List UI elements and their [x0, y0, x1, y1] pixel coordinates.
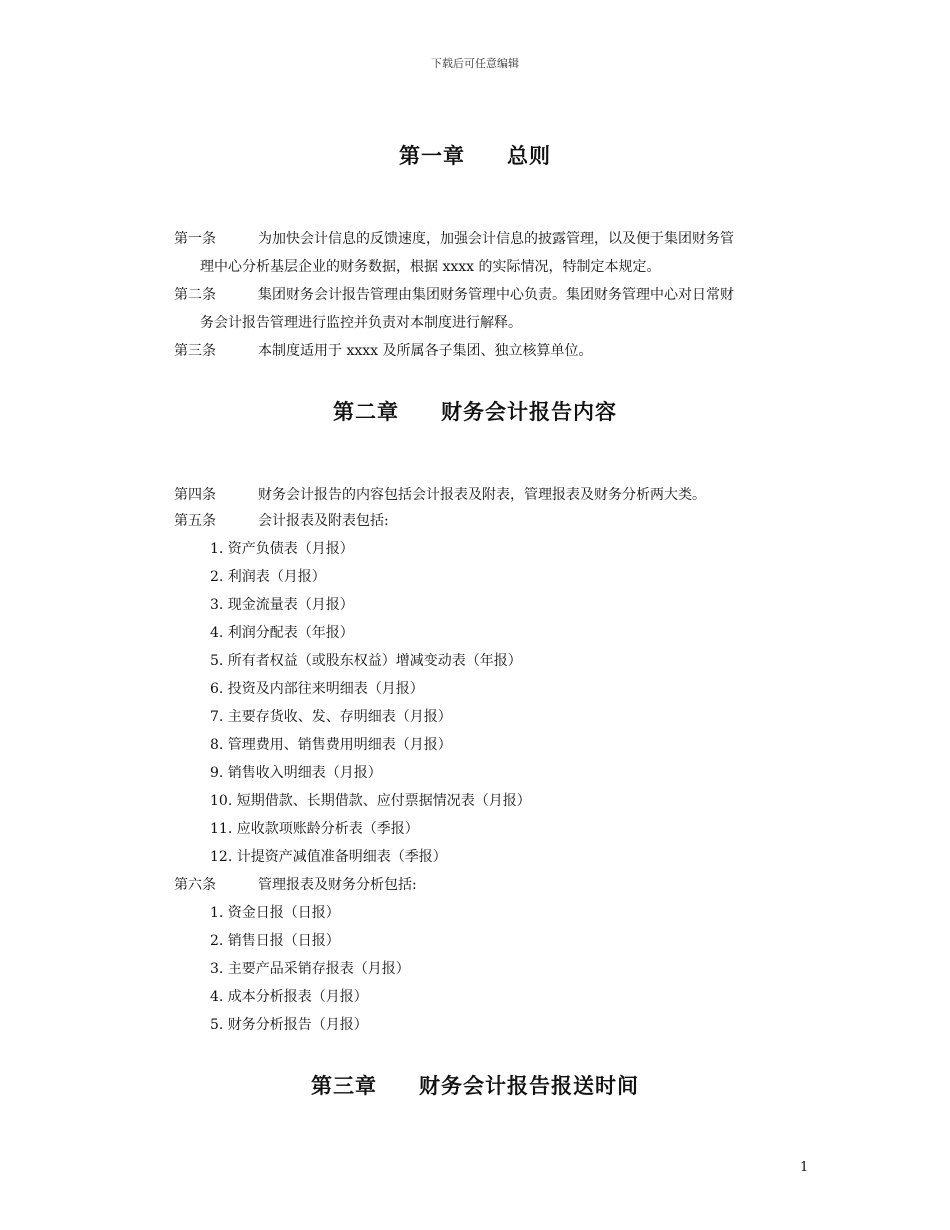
list-item: 5. 所有者权益（或股东权益）增减变动表（年报） [210, 653, 522, 669]
article-4 [174, 481, 814, 509]
list-item: 12. 计提资产减值准备明细表（季报） [210, 849, 447, 865]
chapter-3-heading [0, 1070, 950, 1100]
list-item: 3. 主要产品采销存报表（月报） [210, 961, 410, 977]
list-item: 1. 资产负债表（月报） [210, 541, 354, 557]
article-label: 第四条 [174, 487, 216, 503]
page-number: 1 [800, 1160, 809, 1175]
list-item: 8. 管理费用、销售费用明细表（月报） [210, 737, 452, 753]
chapter-number: 第二章 [333, 399, 399, 424]
article-text: 管理报表及财务分析包括: [258, 877, 417, 893]
article-label: 第五条 [174, 513, 216, 529]
article-label: 第六条 [174, 877, 216, 893]
article-5 [174, 507, 814, 535]
page-header-note: 下载后可任意编辑 [431, 57, 519, 70]
article-3 [174, 337, 814, 365]
article-label: 第一条 [174, 231, 216, 247]
list-item: 6. 投资及内部往来明细表（月报） [210, 681, 424, 697]
chapter-title: 总则 [507, 143, 551, 168]
article-text: 本制度适用于 xxxx 及所属各子集团、独立核算单位。 [258, 343, 593, 359]
article-label: 第三条 [174, 343, 216, 359]
list-item: 4. 成本分析报表（月报） [210, 989, 368, 1005]
chapter-2-heading [0, 396, 950, 426]
list-item: 1. 资金日报（日报） [210, 905, 340, 921]
article-label: 第二条 [174, 287, 216, 303]
list-item: 2. 销售日报（日报） [210, 933, 340, 949]
article-text-continued: 理中心分析基层企业的财务数据，根据 xxxx 的实际情况，特制定本规定。 [200, 259, 661, 275]
list-item: 9. 销售收入明细表（月报） [210, 765, 382, 781]
list-item: 11. 应收款项账龄分析表（季报） [210, 821, 419, 837]
list-item: 10. 短期借款、长期借款、应付票据情况表（月报） [210, 793, 531, 809]
chapter-title: 财务会计报告内容 [441, 399, 617, 424]
accounting-report-list [210, 535, 531, 871]
chapter-number: 第一章 [399, 143, 465, 168]
list-item: 3. 现金流量表（月报） [210, 597, 354, 613]
article-1 [174, 225, 814, 281]
article-6 [174, 871, 814, 899]
list-item: 7. 主要存货收、发、存明细表（月报） [210, 709, 452, 725]
list-item: 4. 利润分配表（年报） [210, 625, 354, 641]
article-2 [174, 281, 814, 337]
chapter-1-heading [0, 140, 950, 170]
management-report-list [210, 899, 410, 1039]
article-text: 集团财务会计报告管理由集团财务管理中心负责。集团财务管理中心对日常财 [258, 287, 734, 303]
list-item: 5. 财务分析报告（月报） [210, 1017, 368, 1033]
list-item: 2. 利润表（月报） [210, 569, 326, 585]
chapter-number: 第三章 [311, 1073, 377, 1098]
article-text-continued: 务会计报告管理进行监控并负责对本制度进行解释。 [200, 315, 522, 331]
article-text: 为加快会计信息的反馈速度，加强会计信息的披露管理，以及便于集团财务管 [258, 231, 734, 247]
article-text: 财务会计报告的内容包括会计报表及附表，管理报表及财务分析两大类。 [258, 487, 706, 503]
chapter-title: 财务会计报告报送时间 [419, 1073, 639, 1098]
article-text: 会计报表及附表包括: [258, 513, 389, 529]
